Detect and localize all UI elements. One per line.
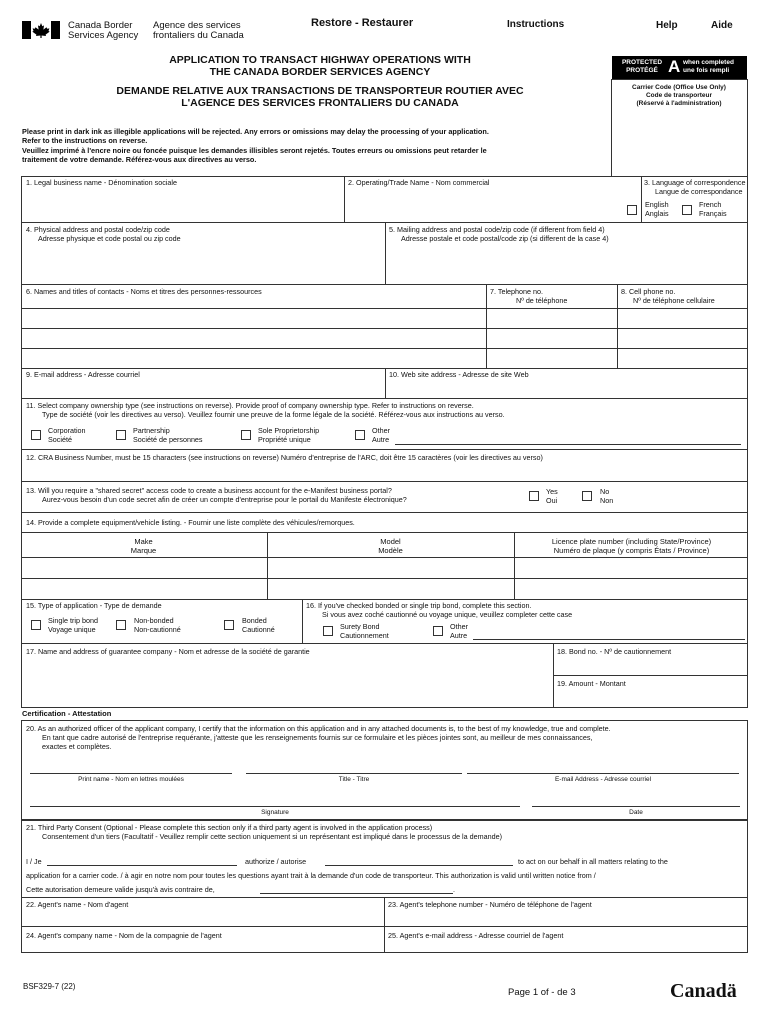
agent-company-input[interactable] [24,941,381,952]
field-17-label: 17. Name and address of guarantee company - Nom et adresse de la société de garantie [26,647,310,656]
english-label: English Anglais [645,200,669,218]
french-label: French Français [699,200,727,218]
certification-title: Certification - Attestation [22,709,112,718]
form-title-en: APPLICATION TO TRANSACT HIGHWAY OPERATIONS WITH THE CANADA BORDER SERVICES AGENCY [169,54,471,78]
canada-flag-icon [22,21,60,39]
field-1-label: 1. Legal business name - Dénomination sociale [26,178,178,187]
field-11-label: 11. Select company ownership type (see instructions on reverse). Provide proof of company ownership type. Refer to instructions on reverse. Type de société (voir les directives au verso). Veuillez fournir une preuve de la forme légale de la société. Référez-vous aux instructions au verso. [26,401,505,419]
field-9-label: 9. E-mail address - Adresse courriel [26,370,140,379]
page-indicator: Page 1 of - de 3 [508,987,576,998]
field-13-label: 13. Will you require a "shared secret" access code to create a business account for the e-Manifest business portal? Aurez-vous besoin d'un code secret afin de créer un compte d'entreprise pour le portail du Manifeste électronique? [26,486,407,504]
legal-business-name-input[interactable] [24,188,342,222]
agent-name-input[interactable] [24,910,381,925]
consent-name-input[interactable] [47,865,237,866]
cert-email-label: E-mail Address - Adresse courriel [554,776,652,783]
contact-row-3-input[interactable] [24,349,484,367]
title-input[interactable] [246,773,462,774]
surety-bond-checkbox[interactable] [323,626,333,636]
shared-secret-yes-checkbox[interactable] [529,491,539,501]
corporation-label: Corporation Société [48,426,86,444]
agency-name-fr: Agence des services frontaliers du Canada [153,20,244,41]
operating-name-input[interactable] [347,188,639,222]
cert-email-input[interactable] [467,773,739,774]
single-trip-bond-checkbox[interactable] [31,620,41,630]
bonded-checkbox[interactable] [224,620,234,630]
corporation-checkbox[interactable] [31,430,41,440]
no-label: No Non [600,487,614,505]
restore-button[interactable]: Restore - Restaurer [311,17,414,29]
canada-wordmark: Canadä [670,980,737,1002]
instructions-link[interactable]: Instructions [507,19,565,30]
vehicle-row-1-input[interactable] [24,558,744,577]
model-header: Model Modèle [378,537,403,555]
act-label: to act on our behalf in all matters relating to the [518,857,668,866]
shared-secret-no-checkbox[interactable] [582,491,592,501]
cra-business-number-input[interactable] [24,463,746,480]
signature-label: Signature [261,809,289,816]
agency-name-en: Canada Border Services Agency [68,20,139,41]
field-24-label: 24. Agent's company name - Nom de la compagnie de l'agent [26,931,222,940]
consent-agent-input[interactable] [325,865,513,866]
title-label: Title - Titre [338,776,370,783]
non-bonded-checkbox[interactable] [116,620,126,630]
sole-proprietorship-label: Sole Proprietorship Propriété unique [258,426,320,444]
intro-instructions: Please print in dark ink as illegible applications will be rejected. Any errors or omissions may delay the processing of your application. Refer to the instructions on reverse. Veuillez imprimé à l'encre noire ou foncée puisque les demandes illisibles seront rejetés. Toutes erreurs ou omissions peut retarder le traitement de votre demande. Référez-vous aux directives au verso. [22,127,489,164]
aide-link[interactable]: Aide [711,20,733,31]
period: . [453,885,455,894]
physical-address-input[interactable] [24,244,382,284]
other-bond-input[interactable] [473,639,745,640]
contact-row-1-input[interactable] [24,309,484,327]
email-input[interactable] [24,380,382,397]
vehicle-row-2-input[interactable] [24,579,744,598]
field-18-label: 18. Bond no. - Nº de cautionnement [557,647,672,656]
partnership-checkbox[interactable] [116,430,126,440]
field-8-label: 8. Cell phone no. Nº de téléphone cellulaire [621,287,715,305]
help-link[interactable]: Help [656,20,678,31]
bonded-label: Bonded Cautionné [242,616,275,634]
other-bond-label: Other Autre [450,622,468,640]
field-19-label: 19. Amount - Montant [557,679,626,688]
certification-text: 20. As an authorized officer of the applicant company, I certify that the information on this application and in any attached documents is, to the best of my knowledge, true and complete. En tant que cadre autorisé de l'entreprise requérante, j'atteste que les renseignements fournis sur ce formulaire et les pièces jointes sont, au meilleur de mes connaissances, exactes et complètes. [26,724,611,751]
amount-input[interactable] [556,689,746,706]
authorize-label: authorize / autorise [245,857,307,866]
agent-email-input[interactable] [387,941,745,952]
field-23-label: 23. Agent's telephone number - Numéro de téléphone de l'agent [388,900,592,909]
field-14-label: 14. Provide a complete equipment/vehicle listing. - Fournir une liste complète des véhicules/remorques. [26,518,355,527]
bond-number-input[interactable] [556,657,746,674]
field-12-label: 12. CRA Business Number, must be 15 characters (see instructions on reverse) Numéro d'entreprise de l'ARC, doit être 15 caractères (voir les directives au verso) [26,453,543,462]
print-name-label: Print name - Nom en lettres moulées [78,776,184,783]
i-je-label: I / Je [26,857,42,866]
french-checkbox[interactable] [682,205,692,215]
surety-bond-label: Surety Bond Cautionnement [340,622,389,640]
form-title-fr: DEMANDE RELATIVE AUX TRANSACTIONS DE TRANSPORTEUR ROUTIER AVEC L'AGENCE DES SERVICES FRONTALIERS DU CANADA [116,85,524,109]
contact-row-2-input[interactable] [24,329,484,347]
yes-label: Yes Oui [546,487,558,505]
date-input[interactable] [532,806,740,807]
field-2-label: 2. Operating/Trade Name - Nom commercial [348,178,490,187]
other-ownership-input[interactable] [395,444,741,445]
non-bonded-label: Non-bonded Non-cautionné [134,616,181,634]
date-label: Date [629,809,643,816]
protected-banner: PROTECTED PROTÉGÉ A when completed une fois rempli [612,56,747,79]
field-6-label: 6. Names and titles of contacts - Noms et titres des personnes-ressources [26,287,262,296]
field-5-label: 5. Mailing address and postal code/zip code (if different from field 4) Adresse postale et code postal/code zip (si different de la case 4) [389,225,609,243]
plate-header: Licence plate number (including State/Province) Numéro de plaque (y compris États / Province) [551,537,712,555]
partnership-label: Partnership Société de personnes [133,426,203,444]
field-4-label: 4. Physical address and postal code/zip code Adresse physique et code postal ou zip code [26,225,181,243]
agent-phone-input[interactable] [387,910,745,925]
mailing-address-input[interactable] [388,244,746,284]
other-ownership-label: Other Autre [372,426,390,444]
consent-validity: Cette autorisation demeure valide jusqu'à avis contraire de, [26,885,215,894]
website-input[interactable] [388,380,746,397]
third-party-heading: 21. Third Party Consent (Optional - Please complete this section only if a third party agent is involved in the application process) Consentement d'un tiers (Facultatif - Veuillez remplir cette section uniquement si un représentant est impliqué dans le processus de la demande) [26,823,503,841]
field-7-label: 7. Telephone no. Nº de téléphone [490,287,568,305]
field-16-label: 16. If you've checked bonded or single trip bond, complete this section. Si vous avez coché cautionné ou voyage unique, veuillez completer cette case [306,601,573,619]
sole-proprietorship-checkbox[interactable] [241,430,251,440]
other-ownership-checkbox[interactable] [355,430,365,440]
signature-input[interactable] [30,806,520,807]
consent-text: application for a carrier code. / à agir en notre nom pour toutes les questions ayant trait à la demande d'un code de transporteur. This authorization is valid until written notice from / [26,871,596,880]
field-25-label: 25. Agent's e-mail address - Adresse courriel de l'agent [388,931,564,940]
field-22-label: 22. Agent's name - Nom d'agent [26,900,129,909]
consent-until-input[interactable] [260,893,453,894]
field-3-label: 3. Language of correspondence Langue de correspondance [644,178,746,196]
single-trip-label: Single trip bond Voyage unique [48,616,98,634]
carrier-code-box: Carrier Code (Office Use Only) Code de transporteur (Réservé à l'administration) [611,79,748,177]
guarantee-company-input[interactable] [24,657,550,706]
print-name-input[interactable] [30,773,232,774]
field-15-label: 15. Type of application - Type de demande [26,601,162,610]
other-bond-checkbox[interactable] [433,626,443,636]
field-10-label: 10. Web site address - Adresse de site Web [389,370,529,379]
english-checkbox[interactable] [627,205,637,215]
form-number: BSF329-7 (22) [23,982,76,991]
make-header: Make Marque [130,537,157,555]
